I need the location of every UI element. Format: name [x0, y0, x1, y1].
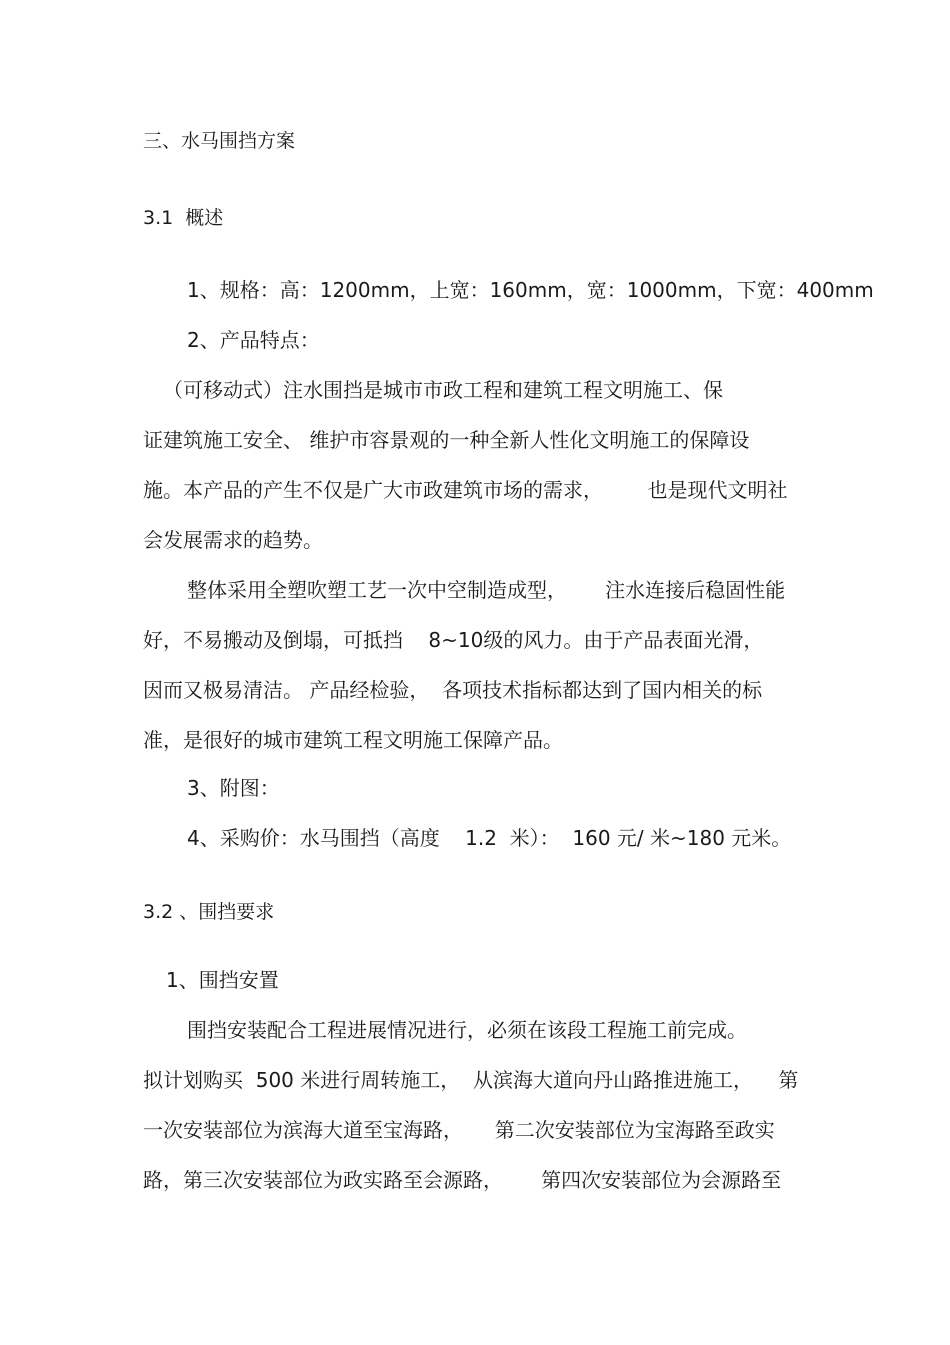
paragraph-line: 整体采用全塑吹塑工艺一次中空制造成型， 注水连接后稳固性能: [187, 578, 786, 602]
item-title: 1、围挡安置: [166, 968, 279, 992]
paragraph-line: 路，第三次安装部位为政实路至会源路， 第四次安装部位为会源路至: [143, 1168, 782, 1192]
section-heading: 三、水马围挡方案: [143, 130, 296, 152]
subsection-title: 3.1 概述: [143, 207, 224, 229]
paragraph-line: 拟计划购买 500 米进行周转施工， 从滨海大道向丹山路推进施工， 第: [143, 1068, 799, 1092]
paragraph-line: 一次安装部位为滨海大道至宝海路， 第二次安装部位为宝海路至政实: [143, 1118, 775, 1142]
paragraph-line: 围挡安装配合工程进展情况进行，必须在该段工程施工前完成。: [187, 1018, 747, 1042]
paragraph-line: 好，不易搬动及倒塌，可抵挡 8~10级的风力。由于产品表面光滑，: [143, 628, 764, 652]
paragraph-line: 施。本产品的产生不仅是广大市政建筑市场的需求， 也是现代文明社: [143, 478, 788, 502]
paragraph-line: 准，是很好的城市建筑工程文明施工保障产品。: [143, 728, 563, 752]
features-title: 2、产品特点：: [187, 328, 320, 352]
paragraph-line: 会发展需求的趋势。: [143, 528, 323, 552]
paragraph-line: 证建筑施工安全、 维护市容景观的一种全新人性化文明施工的保障设: [143, 428, 750, 452]
paragraph-line: 因而又极易清洁。 产品经检验， 各项技术指标都达到了国内相关的标: [143, 678, 763, 702]
figure-label: 3、附图：: [187, 776, 280, 800]
subsection-title: 3.2 、围挡要求: [143, 901, 275, 923]
price-line: 4、采购价：水马围挡（高度 1.2 米）： 160 元/ 米~180 元米。: [187, 826, 792, 850]
spec-line: 1、规格：高：1200mm，上宽：160mm，宽：1000mm，下宽：400mm: [187, 278, 874, 302]
paragraph-line: （可移动式）注水围挡是城市市政工程和建筑工程文明施工、保: [163, 378, 723, 402]
